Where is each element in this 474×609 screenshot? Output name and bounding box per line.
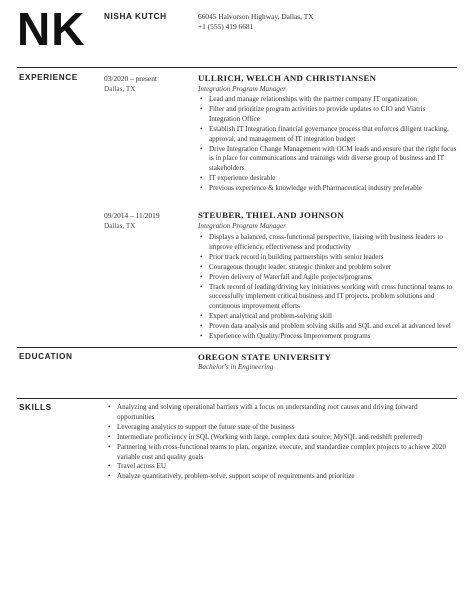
contact-phone: +1 (555) 419 6681 — [198, 22, 254, 31]
job-company: STEUBER, THIEL AND JOHNSON — [198, 210, 344, 220]
list-item: • Analyzing and solving operational barriers with a focus on understanding root causes and driving forward opportunities — [108, 403, 418, 421]
list-item: • Courageous thought leader, strategic thinker and problem solver — [200, 262, 392, 271]
list-item: • Previous experience & knowledge with Pharmaceutical industry preferable — [200, 184, 422, 193]
list-item: • Drive Integration Change Management with OCM leads and ensure that the right focus is in place for communications and trainings with diverse group of business and IT stakeholders — [200, 144, 457, 173]
list-item: • Partnering with cross-functional teams to plan, organize, execute, and standardize complex projects to achieve 2020 variable cost and quality goals — [108, 442, 447, 461]
list-item: • Establish IT Integration financial governance process that enforces diligent tracking, approval, and management of IT integration budget — [200, 124, 449, 143]
section-divider-education — [17, 347, 457, 348]
contact-address: 66045 Halvorson Highway, Dallas, TX — [198, 12, 314, 21]
list-item: • Displays a balanced, cross-functional perspective, liaising with business leaders to improve efficiency, effectiveness and productivity — [200, 233, 443, 251]
job-title: Integration Program Manager — [198, 222, 286, 230]
job-dates: 09/2014 – 11/2019 — [104, 211, 160, 220]
list-item: • Travel across EU — [108, 462, 166, 471]
list-item: • Analyze quantitatively, problem-solve, support scope of requirements and prioritize — [108, 472, 355, 481]
list-item: • Prior track record in building partnerships with senior leaders — [200, 252, 384, 261]
section-divider-skills — [17, 398, 457, 399]
section-divider-experience — [17, 67, 457, 68]
list-item: • Experience with Quality/Process Improvement programs — [200, 332, 371, 341]
job-location: Dallas, TX — [104, 222, 136, 230]
section-heading-education: EDUCATION — [19, 352, 73, 361]
list-item: • Filter and prioritize program activities to provide updates to CIO and Viatris Integration Office — [200, 104, 426, 123]
section-heading-experience: EXPERIENCE — [19, 73, 78, 82]
skills-list — [108, 403, 456, 482]
job-location: Dallas, TX — [104, 85, 136, 93]
list-item: • Proven delivery of Waterfall and Agile projects/programs — [200, 272, 372, 281]
education-degree: Bachelor's in Engineering — [198, 363, 274, 371]
section-heading-skills: SKILLS — [19, 403, 52, 412]
list-item: • Intermediate proficiency in SQL (Working with large, complex data source; MySQL and redshift preferred) — [108, 432, 423, 441]
list-item: • Proven data analysis and problem solving skills and SQL and excel at advanced level — [200, 322, 451, 331]
job-responsibilities — [200, 233, 458, 342]
job-company: ULLRICH, WELCH AND CHRISTIANSEN — [198, 73, 377, 83]
candidate-name: NISHA KUTCH — [104, 12, 167, 21]
initials-logo: NK — [17, 3, 86, 55]
list-item: • IT experience desirable — [200, 174, 276, 183]
list-item: • Track record of leading/driving key initiatives working with cross functional teams to successfully implement critical business and IT projects, problem solutions and continuous improvement efforts — [200, 282, 453, 311]
list-item: • Leveraging analytics to support the future state of the business — [108, 422, 295, 431]
education-school: OREGON STATE UNIVERSITY — [198, 352, 332, 362]
list-item: • Lead and manage relationships with the partner company IT organization — [200, 95, 417, 103]
job-dates: 03/2020 – present — [104, 74, 157, 83]
job-title: Integration Program Manager — [198, 85, 286, 93]
job-responsibilities — [200, 95, 458, 194]
list-item: • Expert analytical and problem-solving skill — [200, 312, 332, 321]
